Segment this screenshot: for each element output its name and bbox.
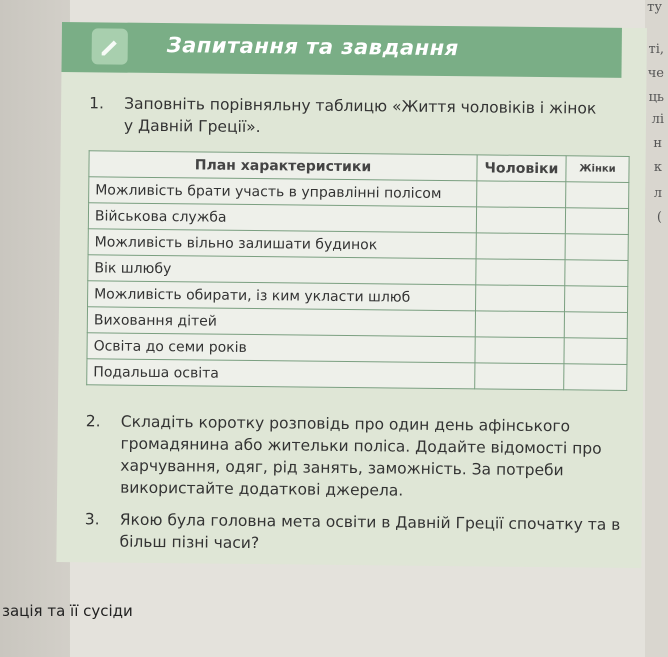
task-1-text: Заповніть порівняльну таблицю «Життя чоловіків і жінок у Давній Греції». [123, 94, 597, 137]
table-row [87, 359, 627, 391]
task-3-number: 3. [84, 510, 100, 529]
task-3-text: Якою була головна мета освіти в Давній Греції спочатку та в більш пізні часи? [119, 510, 621, 553]
women-cell[interactable] [565, 260, 628, 287]
pencil-icon [92, 28, 128, 64]
header-plan: План характеристики [89, 151, 477, 181]
task-2 [85, 410, 646, 504]
comparison-table [86, 150, 629, 391]
margin-fragment: ( [656, 210, 662, 225]
row-label: Можливість брати участь в управлінні полісом [89, 177, 477, 207]
women-cell[interactable] [566, 182, 629, 209]
women-cell[interactable] [564, 286, 627, 313]
men-cell[interactable] [477, 181, 566, 208]
margin-fragment: ць [648, 90, 664, 105]
header-women: Жінки [566, 156, 629, 183]
women-cell[interactable] [565, 234, 628, 261]
task-1 [89, 92, 609, 141]
margin-fragment: ті, [648, 42, 664, 57]
row-label: Вік шлюбу [88, 255, 476, 285]
row-label: Можливість обирати, із ким укласти шлюб [88, 281, 476, 311]
margin-fragment: к [653, 160, 662, 175]
men-cell[interactable] [476, 233, 565, 260]
task-3 [84, 508, 644, 558]
row-label: Подальша освіта [87, 359, 475, 389]
men-cell[interactable] [475, 285, 564, 312]
task-2-text: Складіть коротку розповідь про один день афінського громадянина або жительки поліса. Додайте відомості про харчування, одяг, рід занять, заможність. За потреби використайте додаткові джерела. [120, 412, 602, 500]
footer-text: зація та її сусіди [2, 602, 133, 620]
row-label: Можливість вільно залишати будинок [88, 229, 476, 259]
row-label: Освіта до семи років [87, 333, 475, 363]
margin-fragment: лі [651, 112, 664, 127]
questions-box [56, 22, 647, 568]
women-cell[interactable] [565, 208, 628, 235]
section-header [61, 22, 621, 78]
section-title: Запитання та завдання [166, 33, 459, 61]
margin-fragment: л [653, 186, 662, 201]
men-cell[interactable] [476, 259, 565, 286]
men-cell[interactable] [475, 363, 564, 390]
margin-fragment: че [647, 66, 664, 81]
men-cell[interactable] [475, 311, 564, 338]
women-cell[interactable] [564, 312, 627, 339]
task-2-number: 2. [85, 412, 101, 431]
women-cell[interactable] [564, 364, 627, 391]
row-label: Виховання дітей [87, 307, 475, 337]
margin-fragment: н [653, 136, 662, 151]
header-men: Чоловіки [477, 155, 566, 182]
row-label: Військова служба [88, 203, 476, 233]
women-cell[interactable] [564, 338, 627, 365]
margin-fragment: ту [647, 0, 662, 15]
men-cell[interactable] [476, 207, 565, 234]
men-cell[interactable] [475, 337, 564, 364]
task-1-number: 1. [89, 94, 105, 113]
